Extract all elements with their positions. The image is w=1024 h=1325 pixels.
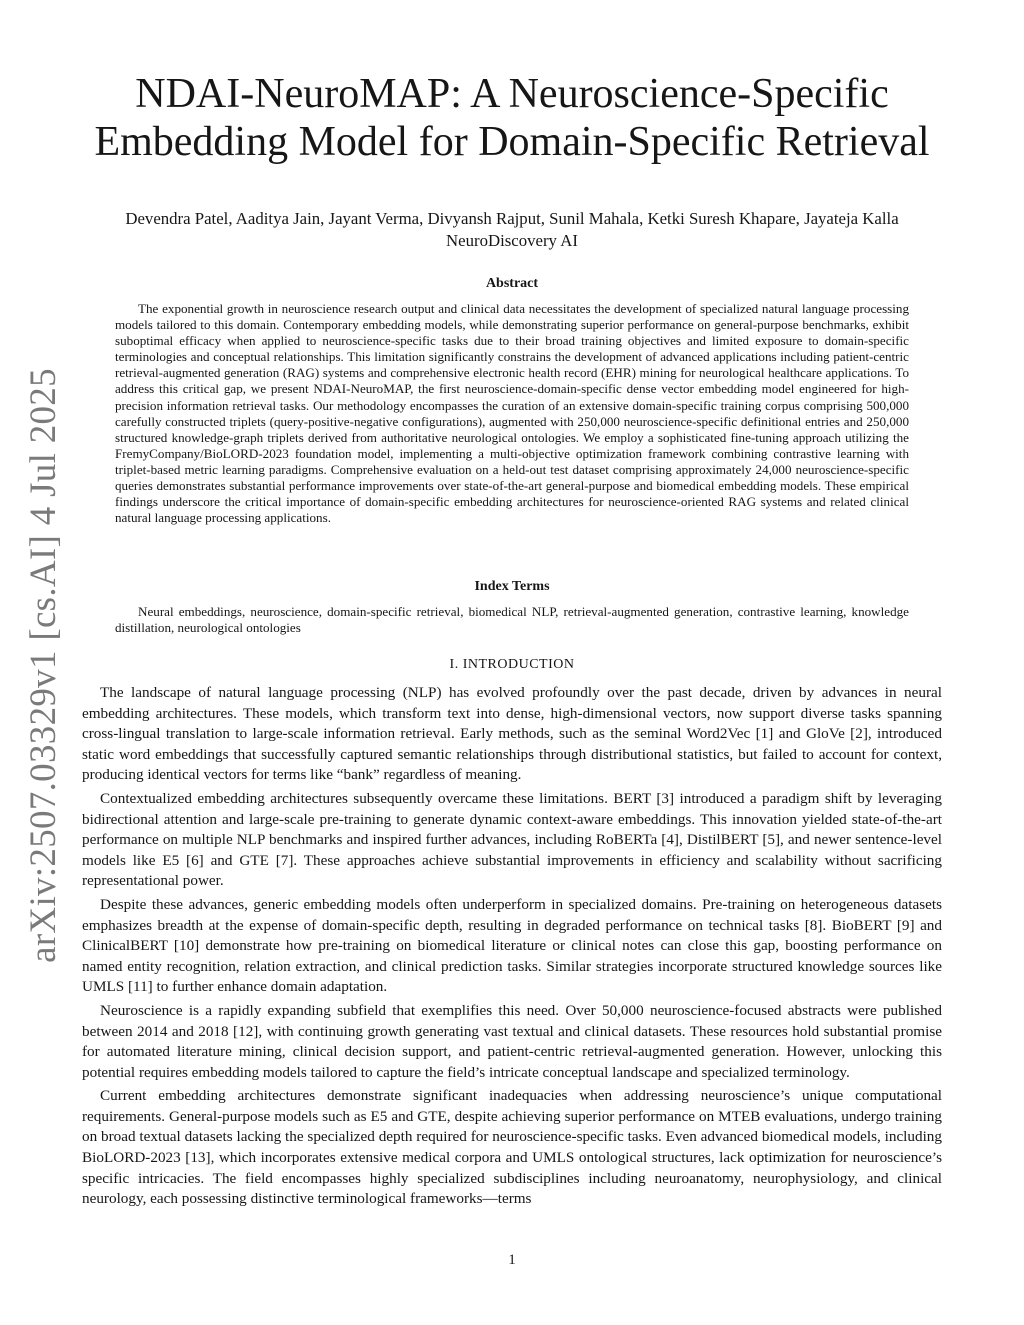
affiliation: NeuroDiscovery AI bbox=[446, 231, 578, 250]
index-terms-text: Neural embeddings, neuroscience, domain-specific retrieval, biomedical NLP, retrieval-augmented generation, contrastive learning, knowledge distillation, neurological ontologies bbox=[115, 604, 909, 636]
arxiv-identifier-stamp bbox=[14, 367, 72, 963]
intro-heading-first: I. I bbox=[449, 657, 468, 672]
title-line-1: NDAI-NeuroMAP: A Neuroscience-Specific bbox=[135, 71, 889, 117]
author-block bbox=[70, 208, 954, 252]
intro-paragraph: The landscape of natural language processing (NLP) has evolved profoundly over the past decade, driven by advances in neural embedding architectures. These models, which transform text into dense, high-dimensional vectors, now support diverse tasks spanning cross-lingual translation to large-scale information retrieval. Early methods, such as the seminal Word2Vec [1] and GloVe [2], introduced static word embeddings that successfully captured semantic relationships through distributional statistics, but failed to account for context, producing identical vectors for terms like “bank” regardless of meaning. bbox=[82, 684, 942, 784]
abstract-heading: Abstract bbox=[485, 276, 539, 291]
index-terms-heading: Index Terms bbox=[474, 579, 550, 594]
paper-title bbox=[90, 70, 934, 166]
arxiv-id-text: arXiv:2507.03329v1 [cs.AI] 4 Jul 2025 bbox=[22, 367, 64, 963]
page-number: 1 bbox=[508, 1252, 516, 1268]
author-list: Devendra Patel, Aaditya Jain, Jayant Verma, Divyansh Rajput, Sunil Mahala, Ketki Suresh Khapare, Jayateja Kalla bbox=[125, 209, 899, 228]
intro-paragraph: Contextualized embedding architectures subsequently overcame these limitations. BERT [3] introduced a paradigm shift by leveraging bidirectional attention and large-scale pre-training to generate dynamic context-aware embeddings. This innovation yielded state-of-the-art performance on multiple NLP benchmarks and inspired further advances, including RoBERTa [4], DistilBERT [5], and newer sentence-level models like E5 [6] and GTE [7]. These approaches achieve substantial improvements in efficiency and scalability without sacrificing representational power. bbox=[82, 789, 942, 890]
abstract-text: The exponential growth in neuroscience research output and clinical data necessitates the development of specialized natural language processing models tailored to this domain. Contemporary embedding models, while demonstrating superior performance on general-purpose benchmarks, exhibit suboptimal efficacy when applied to neuroscience-specific tasks due to their broad training objectives and limited exposure to domain-specific terminologies and conceptual relationships. This limitation significantly constrains the development of advanced applications including patient-centric retrieval-augmented generation (RAG) systems and comprehensive electronic health record (EHR) mining for neurological healthcare applications. To address this critical gap, we present NDAI-NeuroMAP, the first neuroscience-domain-specific dense vector embedding model engineered for high-precision information retrieval tasks. Our methodology encompasses the curation of an extensive domain-specific training corpus comprising 500,000 carefully constructed triplets (query-positive-negative configurations), augmented with 250,000 neuroscience-specific definitional entries and 250,000 structured knowledge-graph triplets derived from authoritative neurological ontologies. We employ a sophisticated fine-tuning approach utilizing the FremyCompany/BioLORD-2023 foundation model, implementing a multi-objective optimization framework combining contrastive learning with triplet-based metric learning paradigms. Comprehensive evaluation on a held-out test dataset comprising approximately 24,000 neuroscience-specific queries demonstrates substantial performance improvements over state-of-the-art general-purpose and biomedical embedding models. These empirical findings underscore the critical importance of domain-specific embedding architectures for neuroscience-oriented RAG systems and related clinical natural language processing applications. bbox=[115, 301, 909, 526]
intro-heading-rest: NTRODUCTION bbox=[467, 657, 575, 672]
intro-paragraph: Neuroscience is a rapidly expanding subfield that exemplifies this need. Over 50,000 neuroscience-focused abstracts were published between 2014 and 2018 [12], with continuing growth generating vast textual and clinical datasets. These resources hold substantial promise for automated literature mining, clinical decision support, and patient-centric retrieval-augmented generation. However, unlocking this potential requires embedding models tailored to capture the field’s intricate conceptual landscape and specialized terminology. bbox=[82, 1001, 942, 1081]
intro-paragraph: Current embedding architectures demonstrate significant inadequacies when addressing neuroscience’s unique computational requirements. General-purpose models such as E5 and GTE, despite achieving superior performance on MTEB evaluations, undergo training on broad textual datasets lacking the specialized depth required for neuroscience-specific tasks. Even advanced biomedical models, including BioLORD-2023 [13], which incorporates extensive medical corpora and UMLS ontological structures, lack optimization for neuroscience’s specific intricacies. The field encompasses highly specialized subdisciplines including neuroanatomy, neurophysiology, and clinical neurology, each possessing distinctive terminological frameworks—terms bbox=[82, 1087, 942, 1208]
introduction-body bbox=[82, 683, 942, 1213]
title-line-2: Embedding Model for Domain-Specific Retrieval bbox=[94, 119, 930, 165]
intro-paragraph: Despite these advances, generic embedding models often underperform in specialized domains. Pre-training on heterogeneous datasets emphasizes breadth at the expense of domain-specific depth, resulting in degraded performance on technical tasks [8]. BioBERT [9] and ClinicalBERT [10] demonstrate how pre-training on biomedical literature or clinical notes can close this gap, boosting performance on named entity recognition, relation extraction, and clinical prediction tasks. Similar strategies incorporate structured knowledge sources like UMLS [11] to further enhance domain adaptation. bbox=[82, 895, 942, 996]
section-heading-introduction bbox=[110, 657, 914, 673]
